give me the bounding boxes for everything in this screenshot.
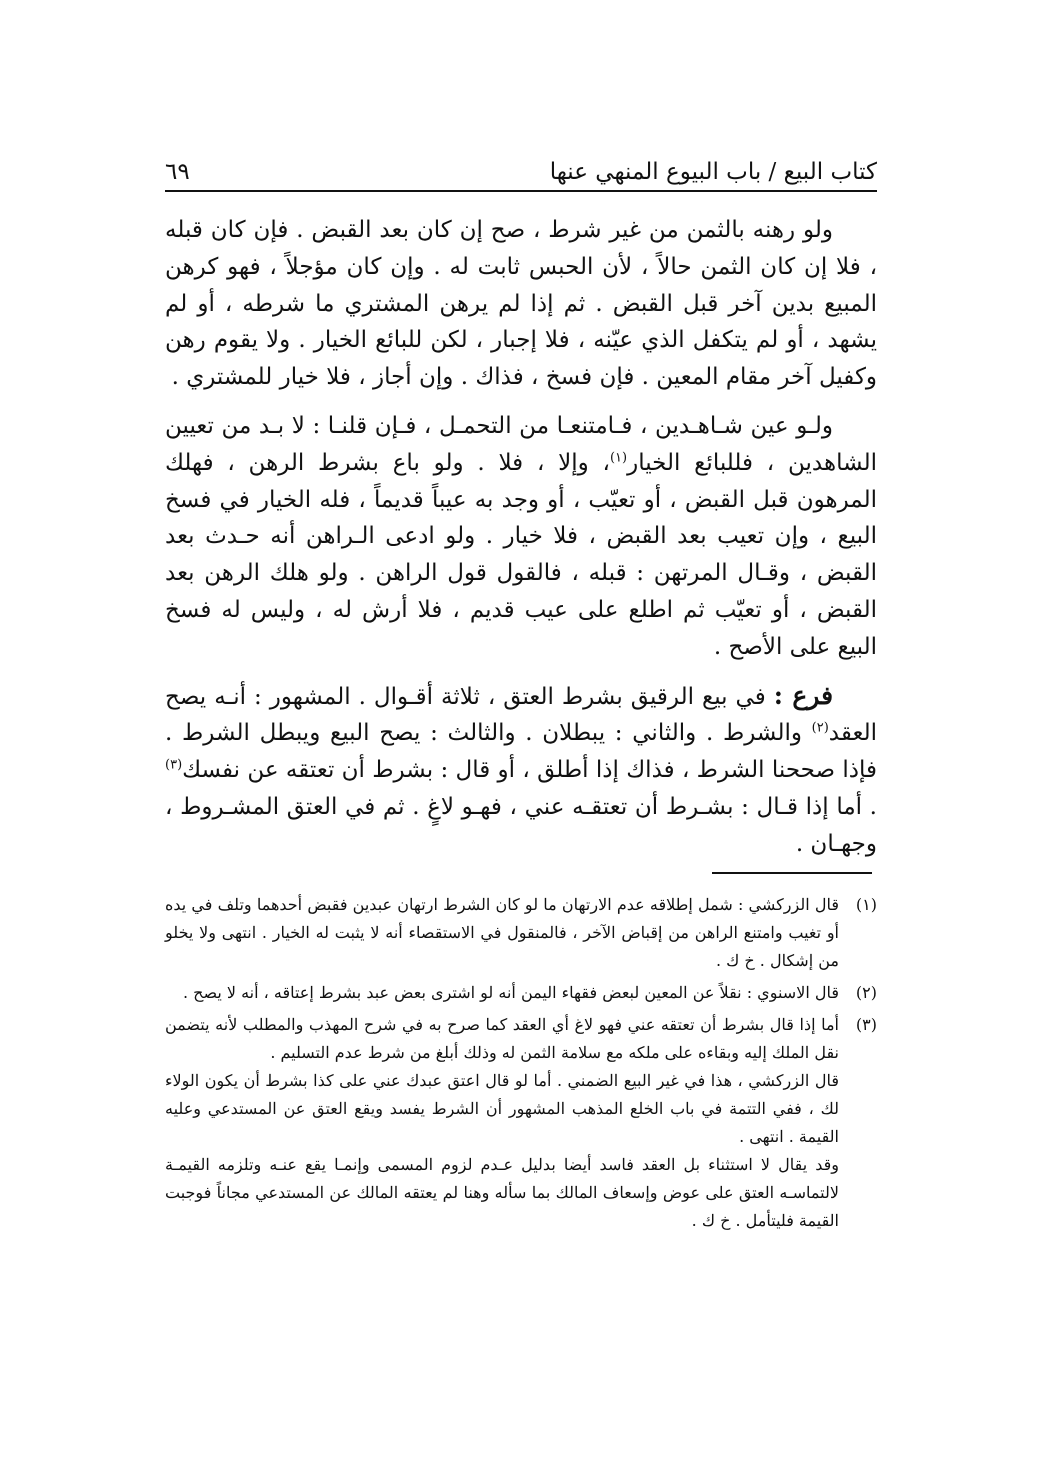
footnote (165, 891, 877, 975)
paragraph (165, 212, 877, 396)
footnote-number: (٢) (855, 983, 877, 1002)
footnote (165, 1011, 877, 1235)
footnote (165, 979, 877, 1007)
footnote-text: قال الزركشي : شمل إطلاقه عدم الارتهان ما لو كان الشرط ارتهان عبدين فقبض أحدهما وتلف في يده أو تغيب وامتنع الراهن من إقباض الآخر ، فالمنقول في الاستقصاء أنه لا يثبت له الخيار . انتهى ولا يخلو من إشكال . خ ك . (165, 895, 840, 970)
footnote-number: (٣) (855, 1015, 877, 1034)
footnote-body (165, 891, 839, 975)
footnote-number: (١) (855, 895, 877, 914)
paragraph-text: في بيع الرقيق بشرط العتق ، ثلاثة أقـوال . المشهور : أنـه يصح العقد (165, 683, 877, 747)
footnote-ref: (١) (609, 450, 628, 466)
footnote-text: قال الزركشي ، هذا في غير البيع الضمني . أما لو قال اعتق عبدك عني على كذا بشرط أن يكون الولاء لك ، ففي التتمة في باب الخلع المذهب المشهور أن الشرط يفسد ويقع العتق عن المستدعي وعليه القيمة . انتهى . (165, 1071, 839, 1146)
main-text (165, 212, 877, 875)
footnote-body (165, 979, 839, 1007)
footnote-rule (712, 872, 872, 874)
paragraph (165, 678, 877, 863)
page-number: ٦٩ (165, 159, 190, 185)
footnotes (165, 891, 877, 1239)
footnote-text: وقد يقال لا استثناء بل العقد فاسد أيضا بدليل عـدم لزوم المسمى وإنمـا يقع عنـه وتلزمه القيمـة لالتماسـه العتق على عوض وإسعاف المالك بما سأله وهنا لم يعتقه المالك عن المستدعي مجاناً فوجبت القيمة فليتأمل . خ ك . (165, 1155, 839, 1230)
running-title: كتاب البيع / باب البيوع المنهي عنها (549, 159, 877, 185)
footnote-text: أما إذا قال بشرط أن تعتقه عني فهو لاغ أي العقد كما صرح به في شرح المهذب والمطلب لأنه يتضمن نقل الملك إليه وبقاءه على ملكه مع سلامة الثمن له وذلك أبلغ من شرط عدم التسليم . (165, 1015, 839, 1062)
section-lead-word: فرع : (773, 680, 834, 710)
paragraph-text: ، وإلا ، فلا . ولو باع بشرط الرهن ، فهلك المرهون قبل القبض ، أو تعيّب ، أو وجد به عيباً قديماً ، فله الخيار في فسخ البيع ، وإن تعيب بعد القبض ، فلا خيار . ولو ادعى الـراهن أنه حـدث بعد القبض ، وقـال المرتهن : قبله ، فالقول قول الراهن . ولو هلك الرهن بعد القبض ، أو تعيّب ثم اطلع على عيب قديم ، فلا أرش له ، وليس له فسخ البيع على الأصح . (165, 449, 877, 660)
footnote-text: قال الاسنوي : نقلاً عن المعين لبعض فقهاء اليمن أنه لو اشترى بعض عبد بشرط إعتاقه ، أنه لا يصح . (182, 983, 839, 1002)
header-rule (165, 190, 877, 192)
paragraph (165, 408, 877, 666)
footnote-ref: (٣) (165, 757, 183, 773)
footnote-body (165, 1011, 839, 1235)
paragraph-text: ولـو عين شـاهـدين ، فـامتنعـا من التحمـل ، فـإن قلنـا : لا بـد من تعيين الشاهدين ، فللبائع الخيار (165, 412, 877, 476)
page-header (165, 148, 877, 184)
footnote-ref: (٢) (811, 720, 829, 736)
paragraph-text: والشرط . والثاني : يبطلان . والثالث : يصح البيع ويبطل الشرط . فإذا صححنا الشرط ، فذاك إذا أطلق ، أو قال : بشرط أن تعتقه عن نفسك (165, 720, 877, 784)
paragraph-text: . أما إذا قـال : بشـرط أن تعتقـه عني ، فهـو لاغٍ . ثم في العتق المشـروط ، وجهـان . (165, 793, 877, 857)
paragraph-text: ولو رهنه بالثمن من غير شرط ، صح إن كان بعد القبض . فإن كان قبله ، فلا إن كان الثمن حالاً ، لأن الحبس ثابت له . وإن كان مؤجلاً ، فهو كرهن المبيع بدين آخر قبل القبض . ثم إذا لم يرهن المشتري ما شرطه ، أو لم يشهد ، أو لم يتكفل الذي عيّنه ، فلا إجبار ، لكن للبائع الخيار . ولا يقوم رهن وكفيل آخر مقام المعين . فإن فسخ ، فذاك . وإن أجاز ، فلا خيار للمشتري . (165, 217, 877, 391)
